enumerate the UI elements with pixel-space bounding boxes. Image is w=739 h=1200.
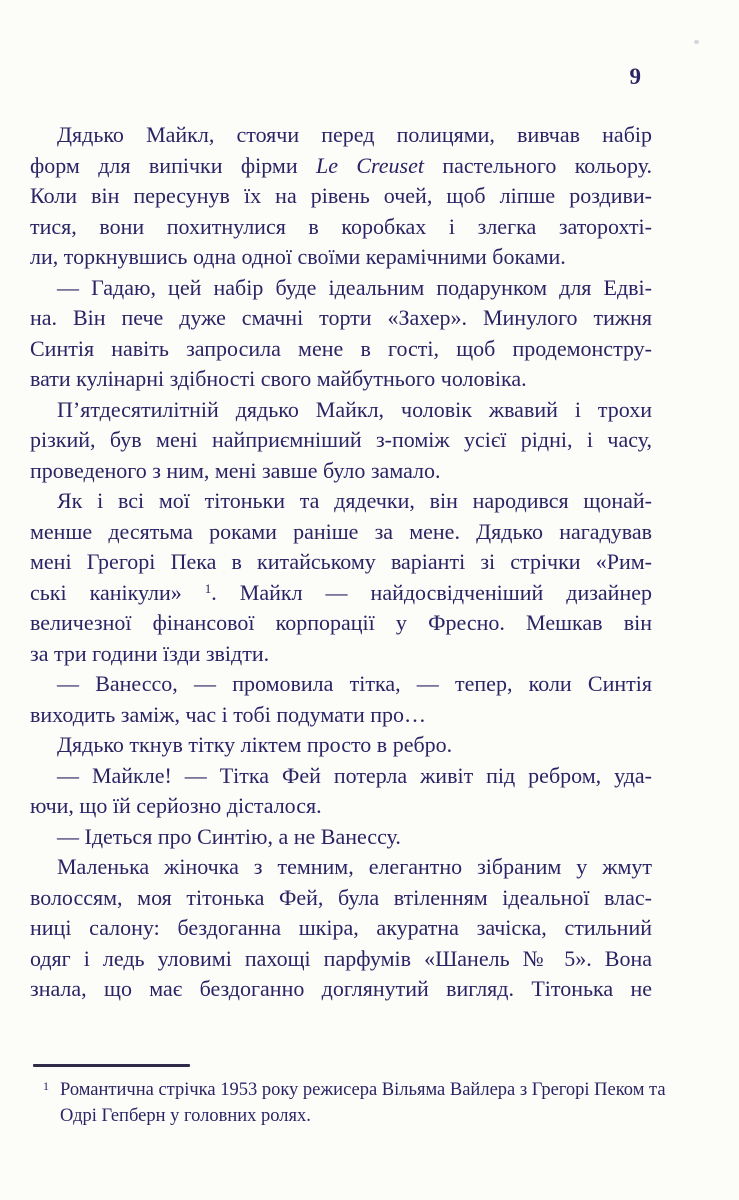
text-line: Маленька жіночка з темним, елегантно зібраним у жмут [57,854,652,879]
text-line: Дядько Майкл, стоячи перед полицями, вивчав набір [57,122,652,147]
paragraph [30,852,652,1005]
text-line: ли, торкнувшись одна одної своїми керамічними боками. [30,244,566,269]
text-line: проведеного з ним, мені завше було замало. [30,457,441,483]
paragraph [30,120,652,273]
footnote-line: Одрі Гепберн у головних ролях. [60,1106,311,1126]
text-line: знала, що має бездоганно доглянутий вигляд. Тітонька не [30,976,652,1001]
paragraph [30,761,652,822]
paragraph [30,669,652,730]
text-line: — Ванессо, — промовила тітка, — тепер, коли Синтія [57,671,652,696]
page-body-text [30,120,652,1005]
footnote-text [60,1077,713,1130]
text-line: волоссям, моя тітонька Фей, була втіленням ідеальної влас- [30,884,652,910]
paragraph [30,395,652,487]
text-line: П’ятдесятилітній дядько Майкл, чоловік жвавий і трохи [57,396,652,422]
paragraph [30,730,652,761]
text-line: ючи, що їй серйозно дісталося. [30,793,322,818]
footnote: 1 Романтична стрічка 1953 року режисера Вільяма Вайлера з Грегорі Пеком та Одрі Гепберн у головних ролях. [33,1064,713,1130]
page-number: 9 [629,64,641,89]
footnote-ref-superscript: 1 [204,580,212,596]
text-line: — Майкле! — Тітка Фей потерла живіт під ребром, уда- [57,762,652,788]
paragraph [30,486,652,669]
paragraph [30,822,652,853]
text-line: ські канікули» $^1$. Майкл — найдосвідченіший дизайнер [30,579,652,605]
text-line: — Ідеться про Синтію, а не Ванессу. [57,823,401,849]
text-line: за три години їзди звідти. [30,640,270,666]
text-line: Як і всі мої тітоньки та дядечки, він народився щонай- [57,488,652,513]
text-line: вати кулінарні здібності свого майбутнього чоловіка. [30,366,527,391]
footnote-line: Романтична стрічка 1953 року режисера Вільяма Вайлера з Грегорі Пеком та [60,1079,666,1100]
text-line: — Гадаю, цей набір буде ідеальним подарунком для Едві- [57,274,652,300]
text-line: на. Він пече дуже смачні торти «Захер». Минулого тижня [30,305,652,330]
text-line: величезної фінансової корпорації у Фресно. Мешкав він [30,610,652,635]
text-line: Синтія навіть запросила мене в гості, щоб продемонстру- [30,335,652,361]
text-line: ниці салону: бездоганна шкіра, акуратна зачіска, стильний [30,915,652,940]
text-line: тися, вони похитнулися в коробках і злегка заторохті- [30,213,652,239]
text-line: мені Грегорі Пека в китайському варіанті зі стрічки «Рим- [30,549,652,574]
text-line: Дядько ткнув тітку ліктем просто в ребро. [57,732,453,757]
scan-speck [694,40,699,44]
text-line: виходить заміж, час і тобі подумати про… [30,701,426,727]
text-line: Коли він пересунув їх на рівень очей, щоб ліпше роздиви- [30,183,652,208]
paragraph [30,273,652,395]
text-line: форм для випічки фірми Le Creuset пастельного кольору. [30,152,653,178]
footnote-divider [33,1064,190,1067]
text-line: різкий, був мені найприємніший з-поміж усієї рідні, і часу, [30,427,652,452]
text-line: одяг і ледь уловимі пахощі парфумів «Шанель № 5». Вона [30,945,652,971]
text-line: менше десятьма роками раніше за мене. Дядько нагадував [30,518,652,544]
